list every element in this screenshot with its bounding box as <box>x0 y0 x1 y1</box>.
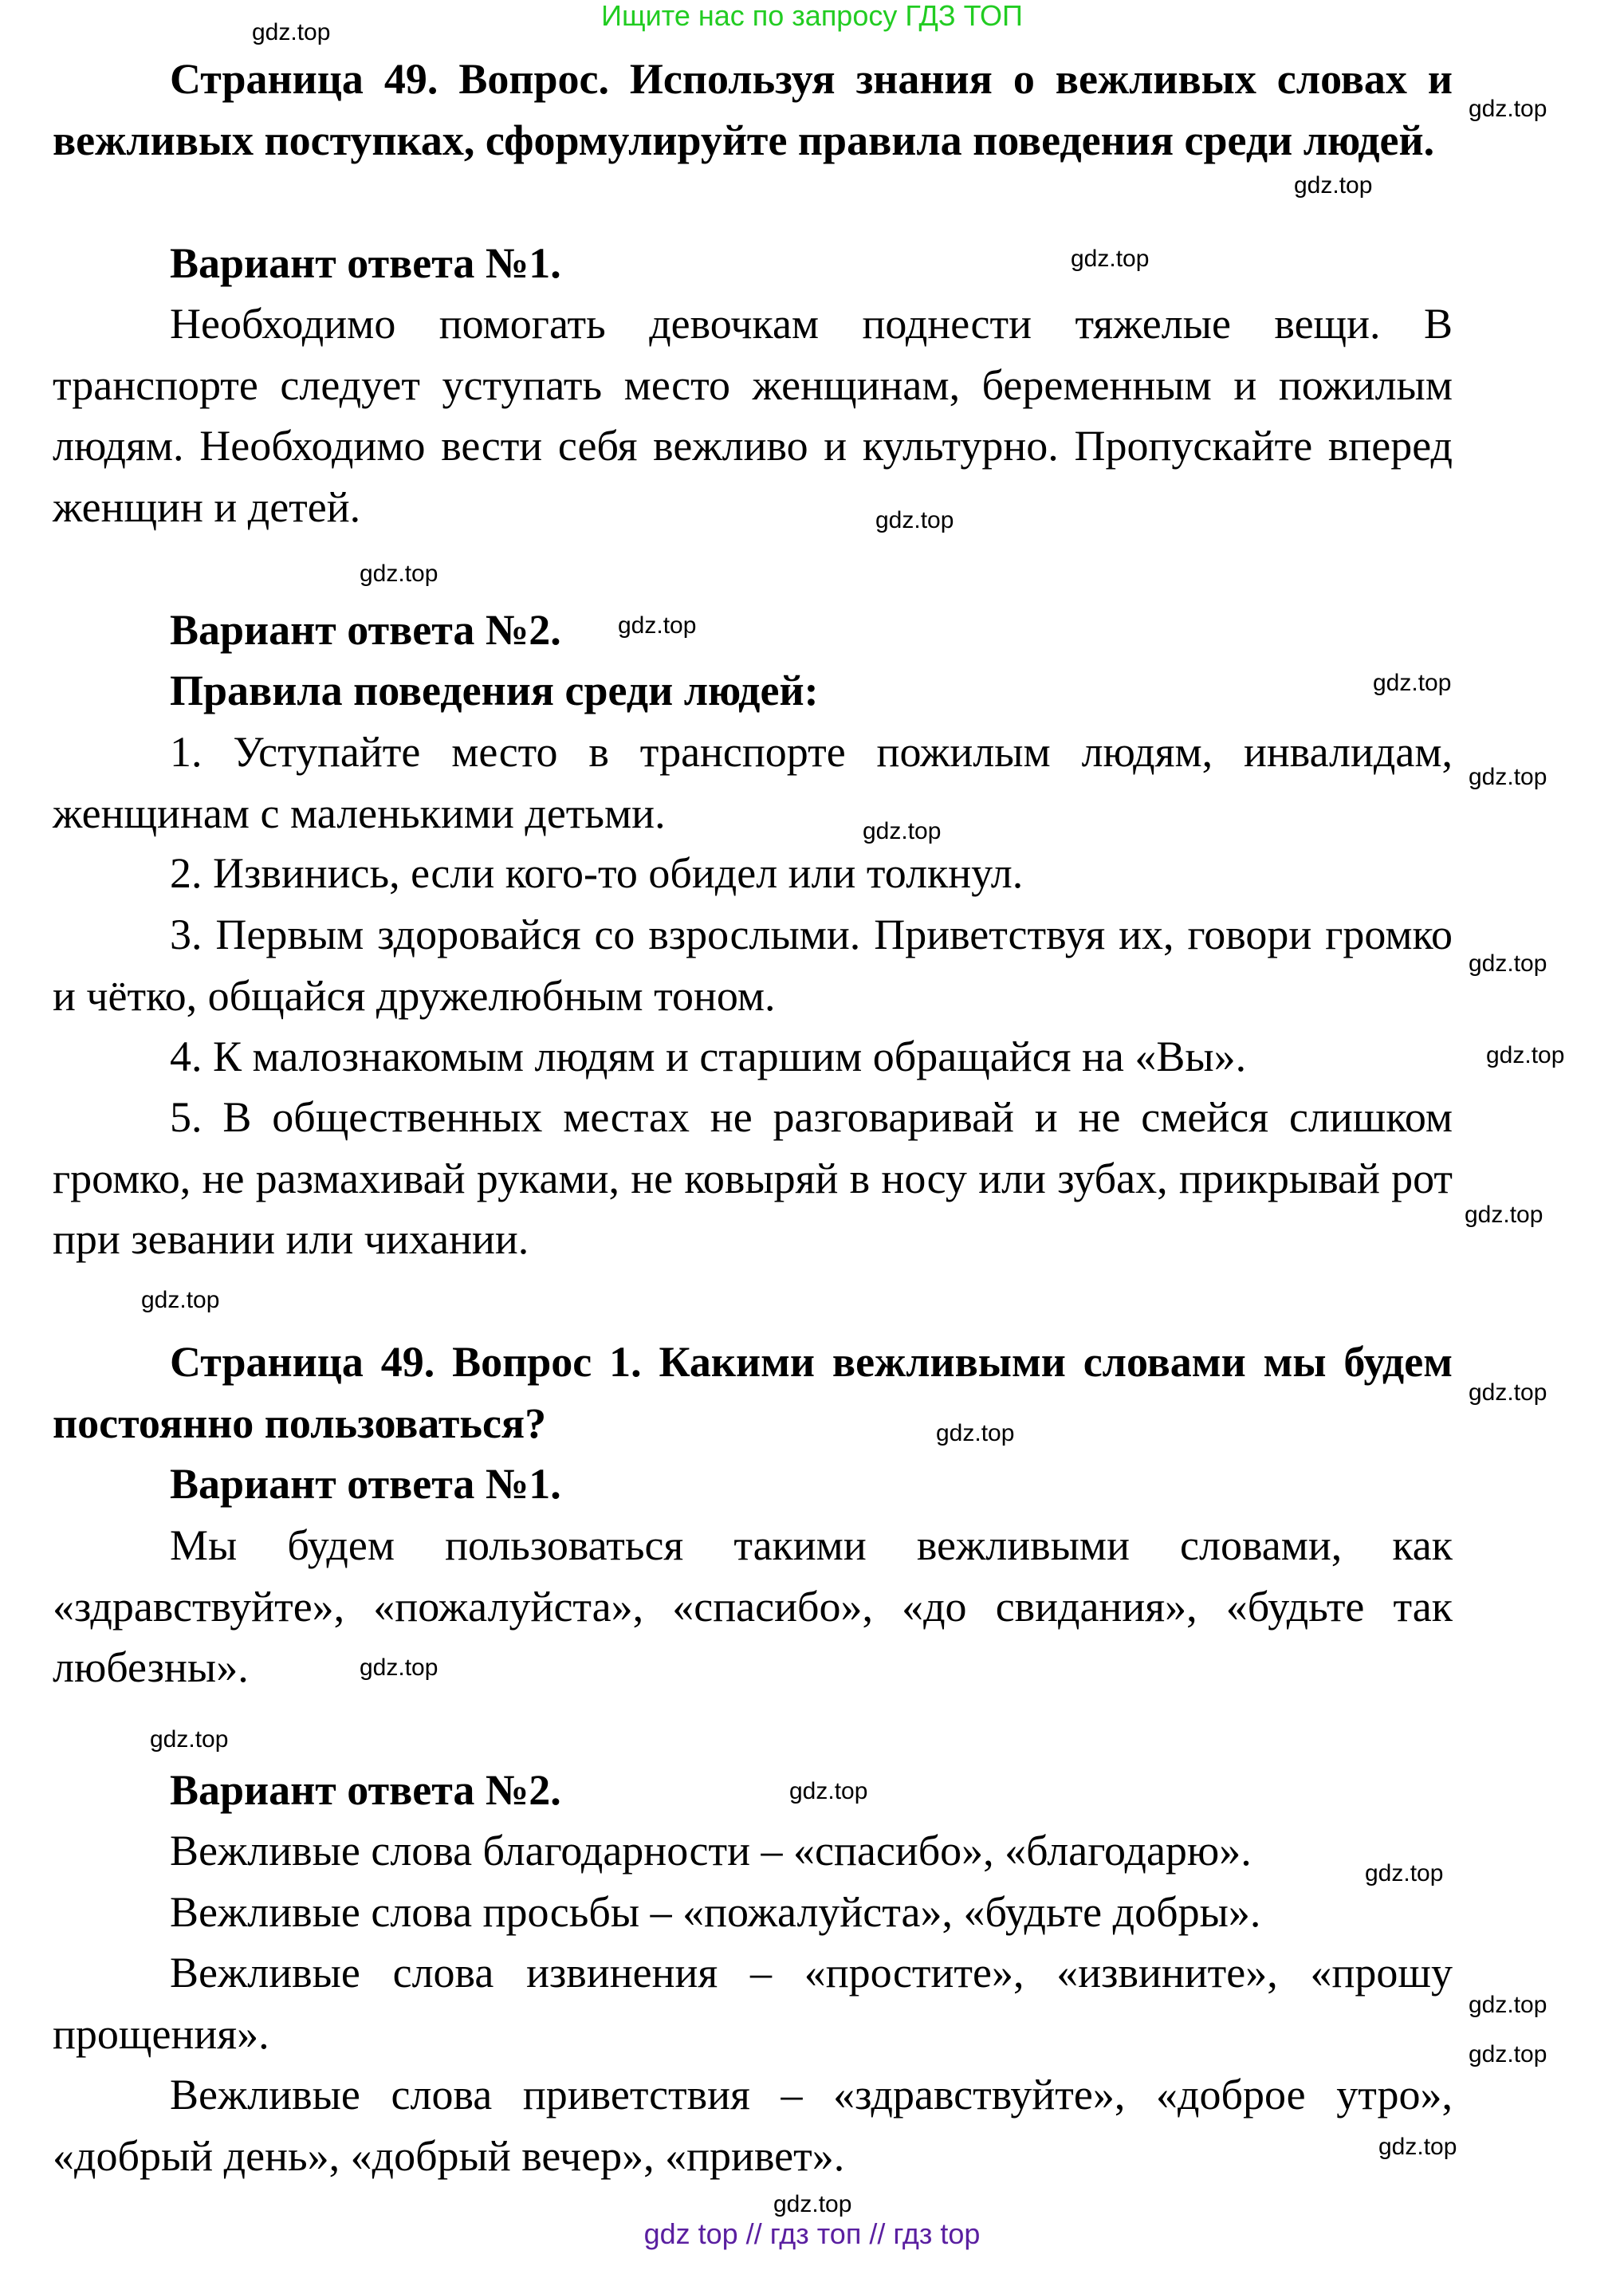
watermark: gdz.top <box>1378 2134 1457 2160</box>
watermark: gdz.top <box>360 1654 438 1681</box>
watermark: gdz.top <box>1469 1379 1547 1406</box>
rule-item: 1. Уступайте место в транспорте пожилым людям, инвалидам, женщинам с маленькими детьми. <box>53 728 1453 837</box>
answer-variant-2-label: Вариант ответа №2. <box>170 606 561 654</box>
rule-item: 3. Первым здоровайся со взрослыми. Приветствуя их, говори громко и чётко, общайся дружелюбным тоном. <box>53 911 1453 1020</box>
question-heading-1: Страница 49. Вопрос. Используя знания о вежливых словах и вежливых поступках, сформулируйте правила поведения среди людей. <box>53 55 1453 164</box>
answer-paragraph: Вежливые слова приветствия – «здравствуйте», «доброе утро», «добрый день», «добрый вечер», «привет». <box>53 2071 1453 2180</box>
answer-paragraph: Вежливые слова просьбы – «пожалуйста», «будьте добры». <box>170 1888 1261 1936</box>
watermark: gdz.top <box>618 612 697 639</box>
watermark: gdz.top <box>150 1726 229 1753</box>
watermark: gdz.top <box>1469 1992 1547 2018</box>
answer-variant-2-label: Вариант ответа №2. <box>170 1766 561 1814</box>
answer-variant-1-label: Вариант ответа №1. <box>170 239 561 287</box>
watermark: gdz.top <box>1469 764 1547 790</box>
watermark: gdz.top <box>360 561 438 587</box>
footer-links[interactable]: gdz top // гдз топ // гдз top <box>643 2217 981 2250</box>
watermark: gdz.top <box>252 19 331 45</box>
watermark: gdz.top <box>875 507 954 533</box>
watermark: gdz.top <box>1486 1042 1565 1068</box>
watermark: gdz.top <box>1469 2041 1547 2067</box>
answer-paragraph: Мы будем пользоваться такими вежливыми словами, как «здравствуйте», «пожалуйста», «спасибо», «до свидания», «будьте так любезны». <box>53 1521 1453 1692</box>
watermark: gdz.top <box>1469 950 1547 977</box>
rule-item: 4. К малознакомым людям и старшим обращайся на «Вы». <box>170 1033 1247 1080</box>
rule-item: 5. В общественных местах не разговаривай и не смейся слишком громко, не размахивай руками, не ковыряй в носу или зубах, прикрывай рот при зевании или чихании. <box>53 1093 1453 1264</box>
watermark: gdz.top <box>141 1287 220 1313</box>
watermark: gdz.top <box>936 1420 1015 1446</box>
watermark: gdz.top <box>789 1778 868 1804</box>
answer-paragraph: Вежливые слова извинения – «простите», «извините», «прошу прощения». <box>53 1949 1453 2058</box>
rule-item: 2. Извинись, если кого-то обидел или толкнул. <box>170 849 1024 897</box>
answer-paragraph: Необходимо помогать девочкам поднести тяжелые вещи. В транспорте следует уступать место женщинам, беременным и пожилым людям. Необходимо вести себя вежливо и культурно. Пропускайте вперед женщин и детей. <box>53 300 1453 531</box>
watermark: gdz.top <box>1373 670 1452 696</box>
question-heading-2: Страница 49. Вопрос 1. Какими вежливыми словами мы будем постоянно пользоваться? <box>53 1338 1453 1447</box>
watermark: gdz.top <box>1071 246 1150 272</box>
watermark: gdz.top <box>1294 172 1373 199</box>
rules-heading: Правила поведения среди людей: <box>170 667 819 714</box>
answer-paragraph: Вежливые слова благодарности – «спасибо», «благодарю». <box>170 1827 1252 1875</box>
search-banner[interactable]: Ищите нас по запросу ГДЗ ТОП <box>601 0 1023 32</box>
watermark: gdz.top <box>863 818 942 844</box>
answer-variant-1-label: Вариант ответа №1. <box>170 1460 561 1508</box>
watermark: gdz.top <box>1465 1202 1543 1228</box>
watermark: gdz.top <box>1469 96 1547 122</box>
watermark: gdz.top <box>773 2191 852 2217</box>
watermark: gdz.top <box>1365 1860 1444 1886</box>
